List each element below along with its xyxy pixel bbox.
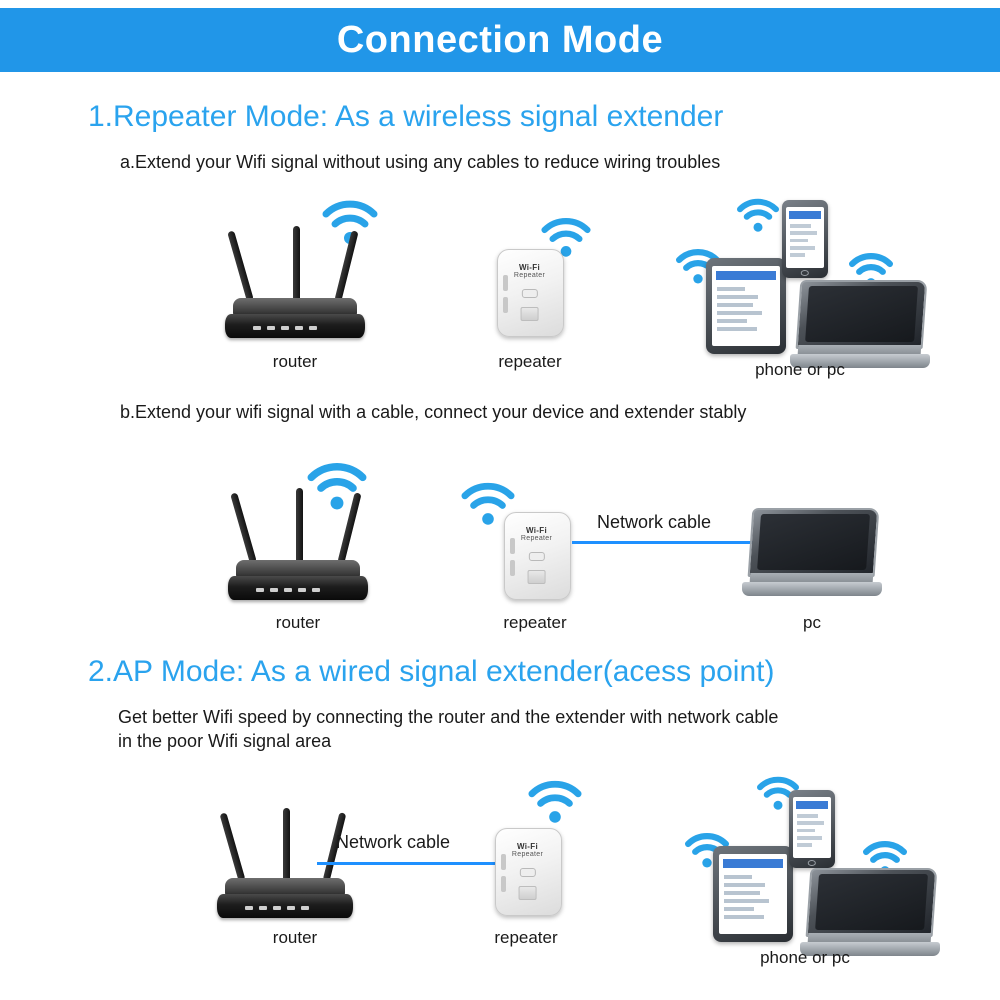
tablet-device: [713, 846, 793, 942]
network-cable-label: Network cable: [597, 512, 712, 532]
router-device: [217, 812, 353, 920]
network-cable-line: [317, 862, 502, 865]
section-2-description-line2: in the poor Wifi signal area: [118, 731, 332, 751]
page-title: Connection Mode: [336, 18, 664, 61]
laptop-device: [742, 508, 882, 596]
repeater-brand-label: Wi-Fi Repeater: [520, 525, 553, 542]
network-cable-label: Network cable: [336, 832, 451, 852]
repeater-brand-label: Wi-Fi Repeater: [513, 262, 546, 279]
phone-device: [782, 200, 828, 278]
router-device: [225, 230, 365, 340]
caption-clients: phone or pc: [755, 360, 845, 379]
section-1b-description: b.Extend your wifi signal with a cable, connect your device and extender stably: [120, 402, 747, 422]
caption-router: router: [275, 613, 321, 632]
repeater-brand-label: Wi-Fi Repeater: [511, 841, 544, 858]
section-1a-description: a.Extend your Wifi signal without using any cables to reduce wiring troubles: [120, 152, 721, 172]
section-2-description-line1: Get better Wifi speed by connecting the router and the extender with network cable: [118, 707, 779, 727]
section-title-repeater-mode: 1.Repeater Mode: As a wireless signal extender: [88, 100, 724, 133]
wifi-repeater-device: [495, 828, 560, 914]
caption-router: router: [272, 352, 318, 371]
wifi-repeater-device: [504, 512, 569, 598]
page-header: [0, 8, 1000, 72]
phone-device: [789, 790, 835, 868]
wifi-icon: [528, 780, 582, 830]
router-device: [228, 492, 368, 602]
caption-repeater: repeater: [498, 352, 562, 371]
wifi-repeater-device: [497, 249, 562, 335]
caption-client: pc: [803, 613, 821, 632]
caption-repeater: repeater: [503, 613, 567, 632]
section-title-ap-mode: 2.AP Mode: As a wired signal extender(acess point): [88, 655, 775, 688]
tablet-device: [706, 258, 786, 354]
caption-router: router: [272, 928, 318, 947]
caption-repeater: repeater: [494, 928, 558, 947]
laptop-device: [800, 868, 940, 956]
wifi-icon: [737, 198, 779, 239]
network-cable-line: [572, 541, 762, 544]
caption-clients: phone or pc: [760, 948, 850, 967]
laptop-device: [790, 280, 930, 368]
